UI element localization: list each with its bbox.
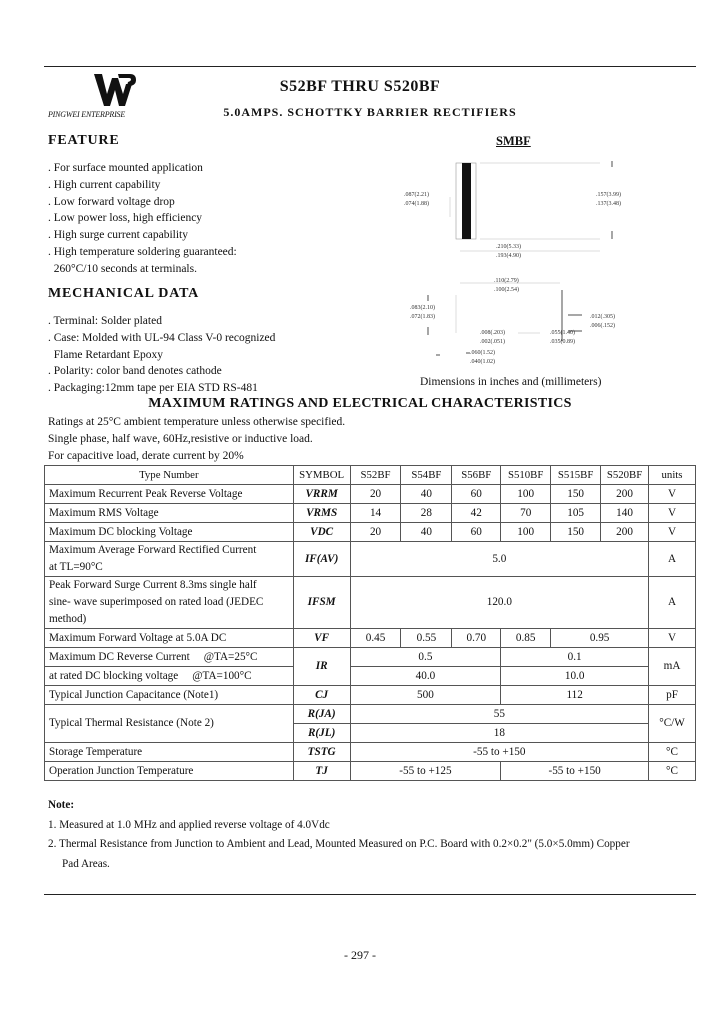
param-symbol: CJ [293, 686, 350, 705]
value-cell: 28 [401, 504, 452, 523]
list-item: . For surface mounted application [48, 162, 203, 174]
value-cell: 70 [501, 504, 551, 523]
param-symbol: TSTG [293, 743, 350, 762]
unit-cell: V [649, 485, 696, 504]
value-cell: 100 [501, 523, 551, 542]
value-cell: 20 [350, 485, 401, 504]
header-cell: S510BF [501, 466, 551, 485]
dim-label: .193(4.90) [496, 253, 521, 259]
unit-cell: mA [649, 648, 696, 686]
value-cell: -55 to +150 [350, 743, 648, 762]
header-cell: units [649, 466, 696, 485]
unit-cell: A [649, 542, 696, 577]
param-label: Maximum Recurrent Peak Reverse Voltage [45, 485, 294, 504]
dim-label: .060(1.52) [470, 350, 495, 356]
dim-label: .110(2.79) [494, 278, 519, 284]
value-cell: 0.70 [452, 629, 501, 648]
dim-label: .100(2.54) [494, 287, 519, 293]
list-item: . Packaging:12mm tape per EIA STD RS-481 [48, 382, 258, 395]
package-name: SMBF [496, 134, 531, 148]
param-symbol: VRRM [293, 485, 350, 504]
unit-cell: A [649, 577, 696, 629]
list-item: . Terminal: Solder plated [48, 315, 162, 327]
page-subtitle: 5.0AMPS. SCHOTTKY BARRIER RECTIFIERS [223, 105, 517, 119]
param-label [45, 577, 294, 629]
header-cell: S54BF [401, 466, 452, 485]
value-cell: 10.0 [501, 667, 649, 686]
list-item: . Polarity: color band denotes cathode [48, 365, 222, 378]
param-label: Storage Temperature [45, 743, 294, 762]
table-row [45, 743, 696, 762]
value-cell: 40.0 [350, 667, 501, 686]
table-row [45, 705, 696, 724]
value-cell: 14 [350, 504, 401, 523]
param-label: Maximum Forward Voltage at 5.0A DC [45, 629, 294, 648]
param-label: Maximum RMS Voltage [45, 504, 294, 523]
list-item: . Low forward voltage drop [48, 195, 175, 208]
dim-label: .055(1.40) [550, 330, 575, 336]
feature-list [48, 160, 237, 278]
table-row [45, 542, 696, 577]
package-outline-drawing [400, 155, 640, 370]
param-symbol: IR [293, 648, 350, 686]
param-label-line: method) [49, 613, 87, 625]
table-row [45, 577, 696, 629]
dim-label: .074(1.88) [404, 201, 429, 207]
header-cell: S52BF [350, 466, 401, 485]
value-cell: 150 [551, 485, 601, 504]
value-cell: -55 to +125 [350, 762, 501, 781]
dim-label: .157(3.99) [596, 192, 621, 198]
dim-label: .083(2.10) [410, 305, 435, 311]
param-label-line: Peak Forward Surge Current 8.3ms single half [49, 579, 257, 591]
param-symbol: R(JL) [293, 724, 350, 743]
unit-cell: V [649, 504, 696, 523]
ratings-line: For capacitive load, derate current by 20% [48, 450, 244, 462]
header-cell: S520BF [601, 466, 649, 485]
notes-section [48, 796, 630, 874]
header-cell: S56BF [452, 466, 501, 485]
param-label: Operation Junction Temperature [45, 762, 294, 781]
unit-cell: °C [649, 762, 696, 781]
param-symbol: IF(AV) [293, 542, 350, 577]
param-label: at rated DC blocking voltage @TA=100°C [45, 667, 294, 686]
value-cell: 55 [350, 705, 648, 724]
value-cell: 42 [452, 504, 501, 523]
dim-label: .002(.051) [480, 339, 505, 345]
param-symbol: VDC [293, 523, 350, 542]
param-label [45, 542, 294, 577]
ratings-heading: MAXIMUM RATINGS AND ELECTRICAL CHARACTERISTICS [148, 396, 572, 411]
table-row [45, 648, 696, 667]
header-cell: S515BF [551, 466, 601, 485]
header-cell: Type Number [45, 466, 294, 485]
header-cell: SYMBOL [293, 466, 350, 485]
value-cell: 0.1 [501, 648, 649, 667]
value-cell: 40 [401, 485, 452, 504]
dimensions-note: Dimensions in inches and (millimeters) [420, 376, 602, 388]
note-item: 1. Measured at 1.0 MHz and applied reverse voltage of 4.0Vdc [48, 818, 330, 831]
company-name: PINGWEI ENTERPRISE [48, 110, 126, 119]
dim-label: .087(2.21) [404, 192, 429, 198]
list-item: 260°C/10 seconds at terminals. [48, 262, 197, 275]
table-row [45, 667, 696, 686]
value-cell: 0.55 [401, 629, 452, 648]
table-row [45, 485, 696, 504]
param-label-line: sine- wave superimposed on rated load (JEDEC [49, 596, 264, 608]
value-cell: 105 [551, 504, 601, 523]
param-symbol: R(JA) [293, 705, 350, 724]
value-cell: 5.0 [350, 542, 648, 577]
table-row [45, 504, 696, 523]
unit-cell: °C/W [649, 705, 696, 743]
mechanical-heading: MECHANICAL DATA [48, 286, 200, 301]
table-row [45, 523, 696, 542]
param-symbol: IFSM [293, 577, 350, 629]
value-cell: -55 to +150 [501, 762, 649, 781]
value-cell: 140 [601, 504, 649, 523]
value-cell: 60 [452, 523, 501, 542]
value-cell: 120.0 [350, 577, 648, 629]
value-cell: 200 [601, 485, 649, 504]
note-item: 2. Thermal Resistance from Junction to Ambient and Lead, Mounted Measured on P.C. Board with 0.2×0.2" (5.0×5.0mm) Copper [48, 838, 630, 850]
list-item: . Case: Molded with UL-94 Class V-0 recognized [48, 331, 276, 344]
value-cell: 200 [601, 523, 649, 542]
unit-cell: V [649, 629, 696, 648]
table-header-row [45, 466, 696, 485]
notes-heading: Note: [48, 799, 75, 811]
param-label: Maximum DC blocking Voltage [45, 523, 294, 542]
value-cell: 60 [452, 485, 501, 504]
ratings-line: Single phase, half wave, 60Hz,resistive or inductive load. [48, 433, 313, 445]
dim-label: .040(1.02) [470, 359, 495, 365]
value-cell: 150 [551, 523, 601, 542]
list-item: . High temperature soldering guaranteed: [48, 245, 237, 258]
value-cell: 500 [350, 686, 501, 705]
dim-label: .137(3.48) [596, 201, 621, 207]
page-number: - 297 - [344, 948, 376, 962]
param-label: Maximum DC Reverse Current @TA=25°C [45, 648, 294, 667]
param-symbol: VF [293, 629, 350, 648]
list-item: Flame Retardant Epoxy [48, 348, 163, 361]
value-cell: 40 [401, 523, 452, 542]
list-item: . High surge current capability [48, 229, 188, 242]
value-cell: 0.45 [350, 629, 401, 648]
value-cell: 112 [501, 686, 649, 705]
dim-label: .012(.305) [590, 314, 615, 320]
param-label-line: at TL=90°C [49, 561, 103, 573]
value-cell: 0.95 [551, 629, 649, 648]
unit-cell: °C [649, 743, 696, 762]
mechanical-list [48, 313, 275, 397]
page-title: S52BF THRU S520BF [279, 78, 441, 95]
param-label-line: Maximum Average Forward Rectified Current [49, 544, 257, 556]
dim-label: .006(.152) [590, 323, 615, 329]
note-item: Pad Areas. [62, 857, 110, 870]
feature-heading: FEATURE [48, 133, 120, 148]
param-label: Typical Junction Capacitance (Note1) [45, 686, 294, 705]
table-row [45, 629, 696, 648]
value-cell: 0.5 [350, 648, 501, 667]
param-symbol: VRMS [293, 504, 350, 523]
value-cell: 18 [350, 724, 648, 743]
table-row [45, 762, 696, 781]
top-rule [44, 66, 696, 67]
param-symbol: TJ [293, 762, 350, 781]
dim-label: .210(5.33) [496, 244, 521, 250]
dim-label: .072(1.83) [410, 314, 435, 320]
dim-label: .008(.203) [480, 330, 505, 336]
bottom-rule [44, 894, 696, 895]
value-cell: 20 [350, 523, 401, 542]
ratings-conditions [48, 414, 345, 465]
table-row [45, 686, 696, 705]
unit-cell: V [649, 523, 696, 542]
unit-cell: pF [649, 686, 696, 705]
list-item: . Low power loss, high efficiency [48, 212, 203, 225]
dim-label: .035(0.89) [550, 339, 575, 345]
list-item: . High current capability [48, 178, 161, 191]
value-cell: 100 [501, 485, 551, 504]
value-cell: 0.85 [501, 629, 551, 648]
ratings-line: Ratings at 25°C ambient temperature unless otherwise specified. [48, 416, 346, 428]
param-label: Typical Thermal Resistance (Note 2) [45, 705, 294, 743]
characteristics-table [44, 465, 696, 781]
